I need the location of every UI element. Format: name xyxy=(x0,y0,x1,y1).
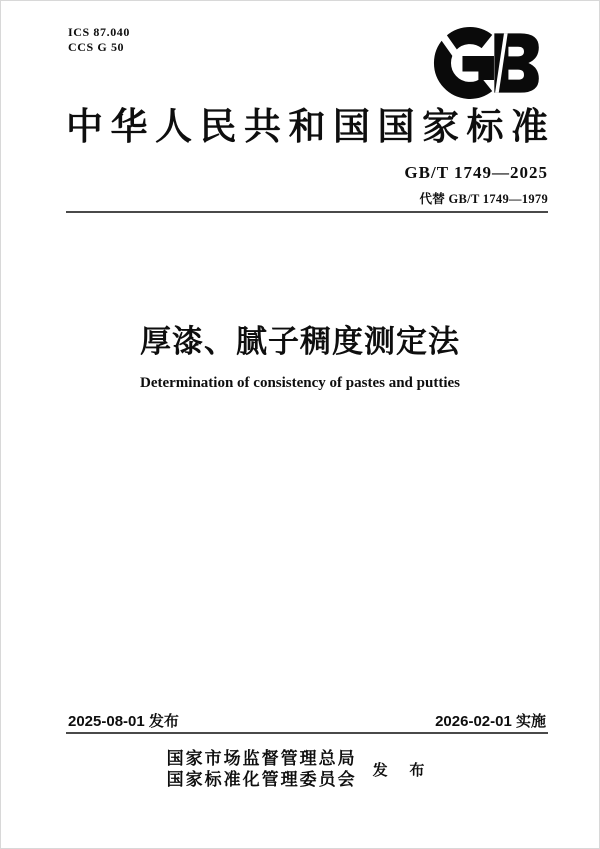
top-divider xyxy=(66,211,548,213)
classification-codes xyxy=(68,25,130,55)
national-standard-heading: 中华人民共和国国家标准 xyxy=(66,107,548,148)
replaces-note: 代替 GB/T 1749—1979 xyxy=(419,192,548,206)
issuer-primary: 国家市场监督管理总局 xyxy=(166,749,357,768)
issue-date: 2025-08-01 发布 xyxy=(68,713,179,730)
ccs-code: CCS G 50 xyxy=(68,40,125,54)
implementation-date: 2026-02-01 实施 xyxy=(435,713,546,730)
ics-code: ICS 87.040 xyxy=(68,25,131,39)
standard-title-chinese: 厚漆、腻子稠度测定法 xyxy=(140,324,460,359)
publish-label: 发 布 xyxy=(372,762,434,779)
gb-logo-icon xyxy=(418,24,544,104)
issuer-names xyxy=(167,748,357,790)
bottom-divider xyxy=(66,732,548,734)
issuer-secondary: 国家标准化管理委员会 xyxy=(166,770,357,789)
standard-number: GB/T 1749—2025 xyxy=(404,163,548,182)
issuing-authorities xyxy=(0,748,600,790)
dates-row xyxy=(68,710,546,731)
standard-title-english: Determination of consistency of pastes and putties xyxy=(140,375,460,391)
